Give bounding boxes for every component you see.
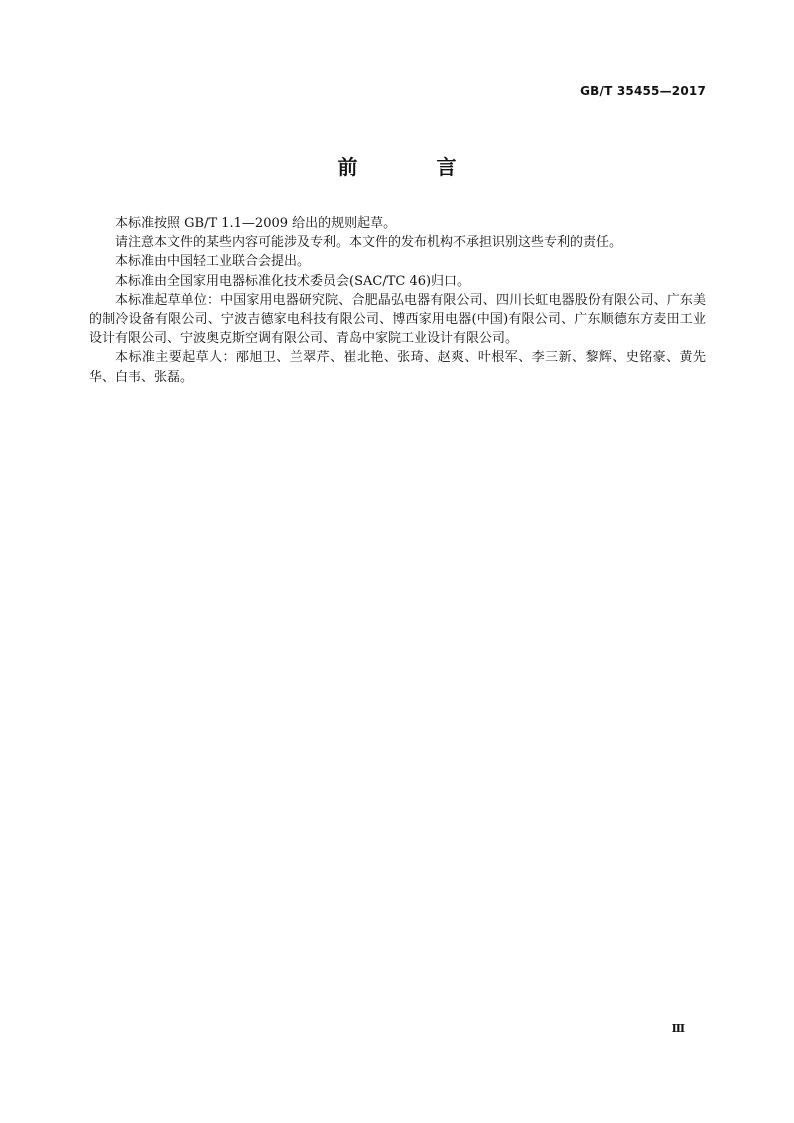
paragraph-drafting-organizations: 本标准起草单位：中国家用电器研究院、合肥晶弘电器有限公司、四川长虹电器股份有限公司、广东美的制冷设备有限公司、宁波吉德家电科技有限公司、博西家用电器(中国)有限公司、广东顺德东方麦田工业设计有限公司、宁波奥克斯空调有限公司、青岛中家院工业设计有限公司。 bbox=[89, 292, 706, 347]
page-number: Ⅲ bbox=[671, 1022, 685, 1035]
preface-body bbox=[89, 214, 706, 387]
page-title: 前 言 bbox=[337, 155, 493, 179]
paragraph-technical-committee: 本标准由全国家用电器标准化技术委员会(SAC/TC 46)归口。 bbox=[115, 273, 471, 289]
paragraph-main-drafters: 本标准主要起草人：邴旭卫、兰翠芹、崔北艳、张琦、赵爽、叶根军、李三新、黎辉、史铭豪、黄先华、白韦、张磊。 bbox=[89, 350, 706, 385]
paragraph-proposer: 本标准由中国轻工业联合会提出。 bbox=[115, 254, 311, 270]
standard-code: GB/T 35455—2017 bbox=[580, 84, 706, 98]
paragraph-patent-notice: 请注意本文件的某些内容可能涉及专利。本文件的发布机构不承担识别这些专利的责任。 bbox=[115, 235, 623, 251]
paragraph-drafting-rules: 本标准按照 GB/T 1.1—2009 给出的规则起草。 bbox=[115, 216, 397, 231]
